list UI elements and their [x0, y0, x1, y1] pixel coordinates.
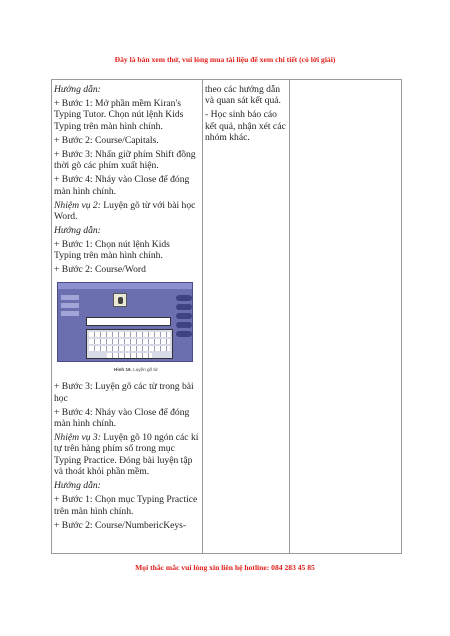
figure-label: Hình 16.	[114, 366, 132, 372]
course-button	[176, 304, 192, 310]
window-title-bar	[58, 283, 193, 289]
course-button	[176, 295, 192, 301]
space-bar	[107, 353, 152, 358]
step-text: + Bước 2: Course/NumbericKeys-	[54, 519, 187, 531]
step-text: + Bước 1: Chọn nút lệnh Kids Typing trên màn hình chính.	[54, 239, 170, 262]
task-heading	[54, 200, 199, 223]
task-text: Luyện gõ 10 ngón các kí tự trên hàng phím số trong mục Typing Practice. Đóng bài luyện tập và thoát khỏi phần mềm.	[54, 432, 199, 478]
column-divider	[289, 80, 290, 553]
step-text: + Bước 1: Chọn mục Typing Practice trên màn hình chính.	[54, 494, 198, 517]
step-text: + Bước 3: Nhấn giữ phím Shift đồng thời gõ các phím xuất hiện.	[54, 148, 196, 172]
task-label: Nhiệm vụ 2:	[54, 199, 101, 211]
column-divider	[202, 80, 203, 553]
typing-text-box	[86, 317, 171, 326]
teacher-activity-column	[54, 84, 199, 534]
key-row	[89, 332, 170, 337]
guide-heading: Hướng dẫn:	[54, 480, 101, 492]
side-menu-item	[61, 311, 79, 316]
step-text: + Bước 4: Nháy vào Close để đóng màn hình chính.	[54, 406, 190, 430]
kids-typing-screenshot	[57, 282, 193, 362]
side-menu-item	[61, 295, 79, 300]
hotline-banner: Mọi thắc mắc vui lòng xin liên hệ hotline: 084 283 45 85	[135, 563, 315, 572]
figure-caption	[114, 364, 199, 375]
key-row	[89, 339, 170, 344]
step-text: + Bước 4: Nháy vào Close để đóng màn hình chính.	[54, 174, 190, 197]
course-button	[176, 322, 192, 328]
task-label: Nhiệm vụ 3:	[54, 432, 101, 444]
student-activity-column	[205, 84, 290, 146]
onscreen-keyboard	[86, 329, 173, 359]
step-text: + Bước 3: Luyện gõ các từ trong bài học	[54, 381, 194, 404]
task-text: Luyện gõ từ với bài học Word.	[54, 199, 196, 223]
step-text: + Bước 2: Course/Capitals.	[54, 134, 159, 146]
course-button	[176, 313, 192, 319]
figure-caption-text: Luyện gõ từ	[131, 366, 158, 372]
course-button	[176, 331, 192, 337]
preview-notice-banner: Đây là bản xem thử, vui lòng mua tài liệu để xem chi tiết (có lời giải)	[114, 55, 336, 64]
step-text: + Bước 1: Mở phần mềm Kiran's Typing Tutor. Chọn nút lệnh Kids Typing trên màn hình chính.	[54, 98, 184, 132]
student-instruction: - Học sinh báo cáo kết quả, nhận xét các nhóm khác.	[205, 109, 286, 144]
kid-character-icon	[113, 293, 127, 307]
student-instruction: theo các hướng dẫn và quan sát kết quả.	[205, 84, 281, 107]
task-heading	[54, 432, 199, 478]
guide-heading: Hướng dẫn:	[54, 225, 101, 237]
key-row	[89, 346, 170, 351]
guide-heading: Hướng dẫn:	[54, 84, 101, 95]
side-menu-item	[61, 303, 79, 308]
step-text: + Bước 2: Course/Word	[54, 264, 146, 276]
